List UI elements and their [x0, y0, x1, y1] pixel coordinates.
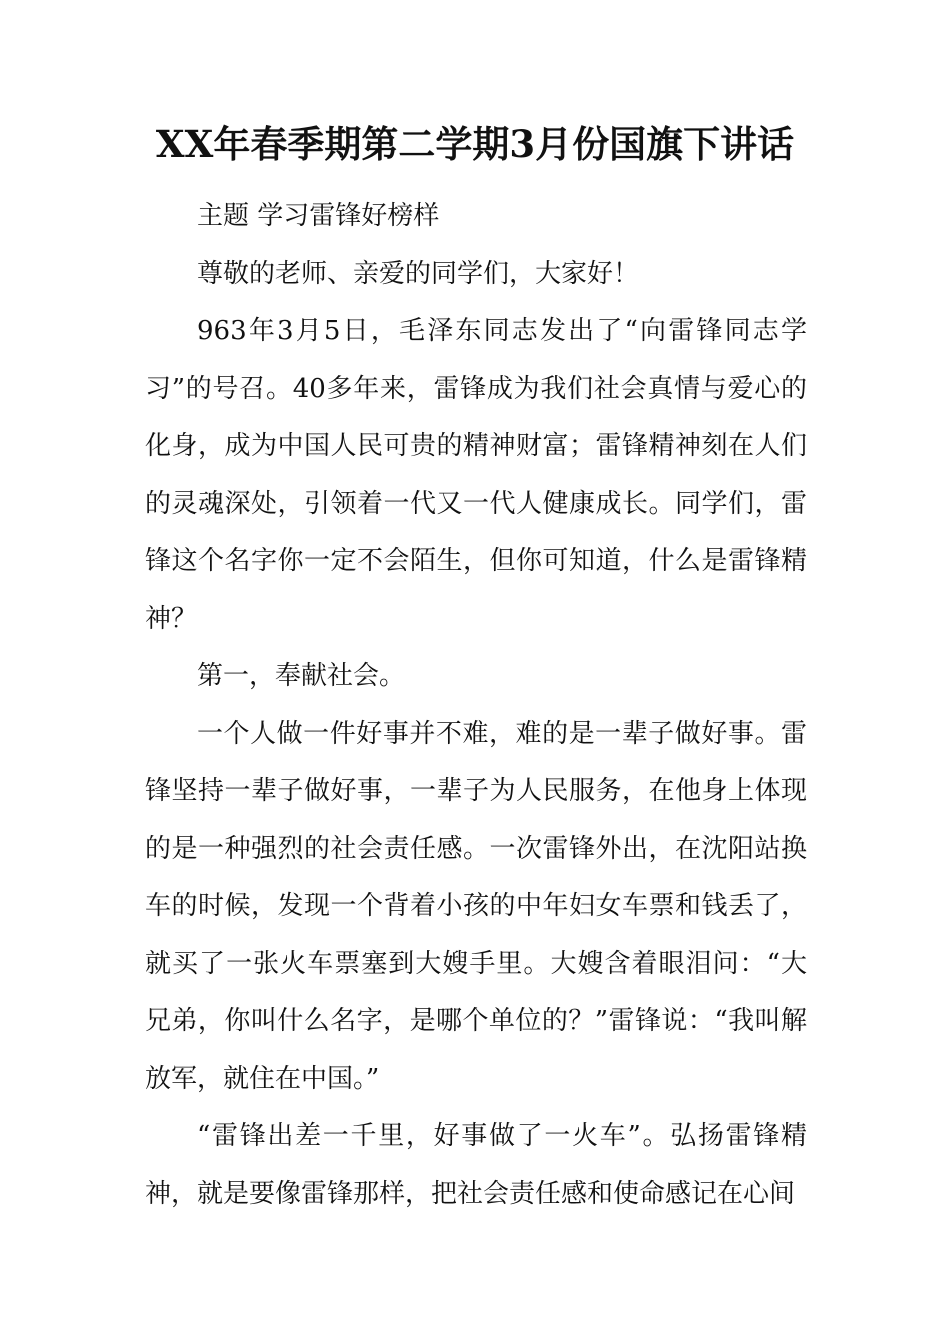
paragraph-topic: 主题 学习雷锋好榜样	[197, 201, 440, 231]
paragraph-conclusion: “雷锋出差一千里，好事做了一火车”。弘扬雷锋精神，就是要像雷锋那样，把社会责任感和使命感记在心间	[145, 1121, 807, 1209]
paragraph-story: 一个人做一件好事并不难，难的是一辈子做好事。雷锋坚持一辈子做好事，一辈子为人民服务，在他身上体现的是一种强烈的社会责任感。一次雷锋外出，在沈阳站换车的时候，发现一个背着小孩的中年妇女车票和钱丢了，就买了一张火车票塞到大嫂手里。大嫂含着眼泪问：“大兄弟，你叫什么名字，是哪个单位的？”雷锋说：“我叫解放军，就住在中国。”	[145, 718, 807, 1094]
paragraph-point-one: 第一，奉献社会。	[197, 661, 406, 691]
document-body	[145, 188, 807, 1223]
paragraph-greeting: 尊敬的老师、亲爱的同学们，大家好！	[197, 258, 640, 289]
paragraph-intro: 963年3月5日，毛泽东同志发出了“向雷锋同志学习”的号召。40多年来，雷锋成为我们社会真情与爱心的化身，成为中国人民可贵的精神财富；雷锋精神刻在人们的灵魂深处，引领着一代又一代人健康成长。同学们，雷锋这个名字你一定不会陌生，但你可知道，什么是雷锋精神？	[145, 316, 807, 634]
document-title: XX年春季期第二学期3月份国旗下讲话	[155, 122, 795, 166]
